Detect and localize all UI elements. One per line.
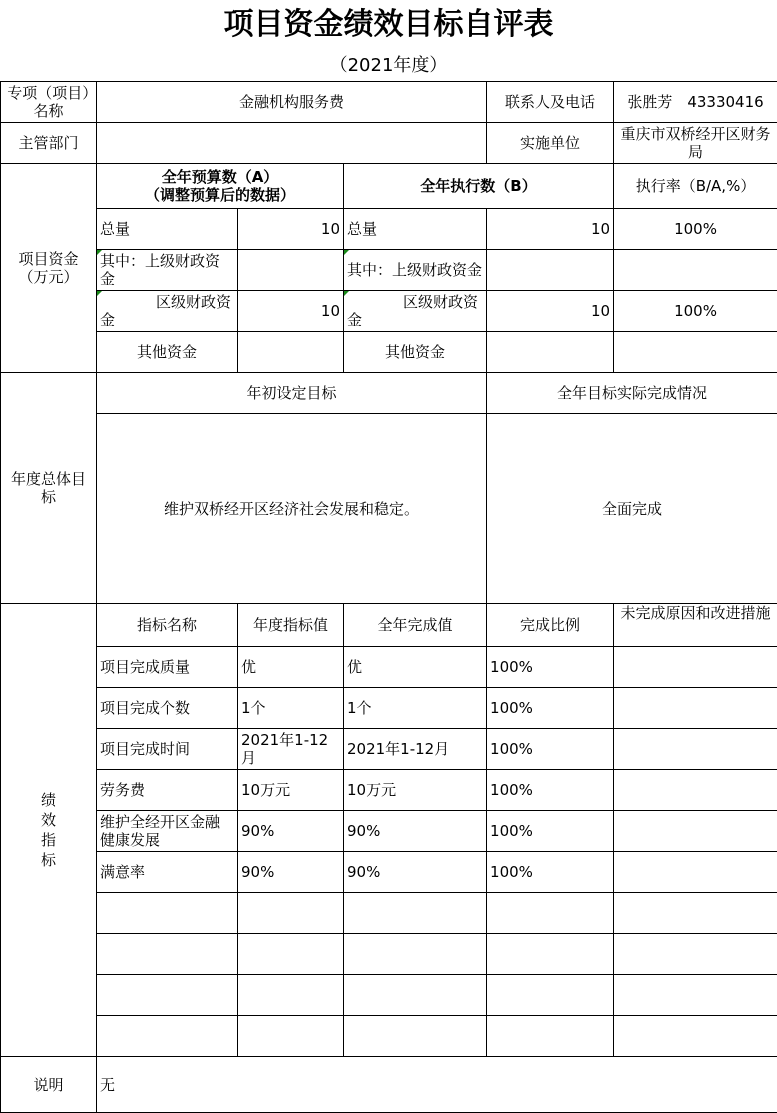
indicator-actual[interactable] <box>344 1016 487 1057</box>
budget-label: 区级财政资金 <box>97 291 238 332</box>
exec-rate[interactable]: 100% <box>614 291 777 332</box>
table-row <box>1 975 777 1016</box>
indicator-target[interactable] <box>238 893 344 934</box>
exec-value[interactable]: 10 <box>487 209 614 250</box>
table-row <box>1 893 777 934</box>
indicator-reason[interactable] <box>614 770 777 811</box>
indicator-actual[interactable]: 10万元 <box>344 770 487 811</box>
impl-label: 实施单位 <box>487 123 614 164</box>
budget-value[interactable]: 10 <box>238 291 344 332</box>
indicators-section-label <box>1 604 97 1057</box>
exec-rate[interactable] <box>614 332 777 373</box>
indicator-header-target: 年度指标值 <box>238 604 344 647</box>
indicator-name[interactable]: 项目完成时间 <box>97 729 238 770</box>
exec-label: 其他资金 <box>344 332 487 373</box>
note-value[interactable]: 无 <box>97 1057 777 1113</box>
budget-value[interactable] <box>238 250 344 291</box>
indicator-ratio[interactable] <box>487 1016 614 1057</box>
indicator-target[interactable]: 2021年1-12月 <box>238 729 344 770</box>
exec-label: 总量 <box>344 209 487 250</box>
indicator-reason[interactable] <box>614 647 777 688</box>
indicator-ratio[interactable] <box>487 975 614 1016</box>
indicator-header-reason: 未完成原因和改进措施 <box>614 604 777 647</box>
indicator-header-name: 指标名称 <box>97 604 238 647</box>
dept-label: 主管部门 <box>1 123 97 164</box>
indicator-target[interactable]: 90% <box>238 852 344 893</box>
page-subtitle: （2021年度） <box>329 55 448 76</box>
indicator-name[interactable]: 满意率 <box>97 852 238 893</box>
indicator-actual[interactable]: 2021年1-12月 <box>344 729 487 770</box>
indicator-header-ratio: 完成比例 <box>487 604 614 647</box>
project-name-value[interactable]: 金融机构服务费 <box>97 82 487 123</box>
exec-header: 全年执行数（B） <box>344 164 614 209</box>
indicators-header-row <box>1 604 777 647</box>
exec-rate[interactable]: 100% <box>614 209 777 250</box>
goals-header-row <box>1 373 777 414</box>
budget-label: 其中：上级财政资金 <box>97 250 238 291</box>
dept-row <box>1 123 777 164</box>
indicator-name[interactable] <box>97 975 238 1016</box>
indicator-target[interactable] <box>238 934 344 975</box>
indicator-ratio[interactable]: 100% <box>487 852 614 893</box>
funds-section-label: 项目资金（万元） <box>1 164 97 373</box>
indicator-reason[interactable] <box>614 688 777 729</box>
dept-value[interactable] <box>97 123 487 164</box>
table-row <box>1 647 777 688</box>
indicator-ratio[interactable]: 100% <box>487 770 614 811</box>
project-row <box>1 82 777 123</box>
indicator-reason[interactable] <box>614 852 777 893</box>
indicator-reason[interactable] <box>614 975 777 1016</box>
indicator-name[interactable] <box>97 1016 238 1057</box>
goals-section-label: 年度总体目标 <box>1 373 97 604</box>
goals-actual-header: 全年目标实际完成情况 <box>487 373 777 414</box>
project-name-label: 专项（项目）名称 <box>1 82 97 123</box>
indicators-section-text: 绩效指标 <box>40 791 56 869</box>
indicator-actual[interactable] <box>344 934 487 975</box>
budget-value[interactable]: 10 <box>238 209 344 250</box>
funds-row <box>1 209 777 250</box>
contact-label: 联系人及电话 <box>487 82 614 123</box>
indicator-name[interactable]: 维护全经开区金融健康发展 <box>97 811 238 852</box>
indicator-name[interactable]: 劳务费 <box>97 770 238 811</box>
indicator-ratio[interactable]: 100% <box>487 647 614 688</box>
exec-label: 区级财政资金 <box>344 291 487 332</box>
indicator-name[interactable]: 项目完成个数 <box>97 688 238 729</box>
indicator-reason[interactable] <box>614 811 777 852</box>
page-title: 项目资金绩效目标自评表 <box>223 7 554 42</box>
table-row <box>1 852 777 893</box>
indicator-ratio[interactable] <box>487 934 614 975</box>
indicator-actual[interactable]: 90% <box>344 852 487 893</box>
indicator-actual[interactable]: 90% <box>344 811 487 852</box>
evaluation-table <box>0 81 777 1113</box>
indicator-actual[interactable]: 1个 <box>344 688 487 729</box>
rate-header: 执行率（B/A,%） <box>614 164 777 209</box>
budget-label: 其他资金 <box>97 332 238 373</box>
table-row <box>1 811 777 852</box>
exec-value[interactable]: 10 <box>487 291 614 332</box>
indicator-target[interactable] <box>238 1016 344 1057</box>
budget-value[interactable] <box>238 332 344 373</box>
indicator-name[interactable]: 项目完成质量 <box>97 647 238 688</box>
indicator-reason[interactable] <box>614 934 777 975</box>
table-row <box>1 770 777 811</box>
exec-rate[interactable] <box>614 250 777 291</box>
indicator-target[interactable]: 优 <box>238 647 344 688</box>
contact-value[interactable]: 张胜芳 43330416 <box>614 82 777 123</box>
exec-value[interactable] <box>487 332 614 373</box>
budget-header: 全年预算数（A） （调整预算后的数据） <box>97 164 344 209</box>
impl-value[interactable]: 重庆市双桥经开区财务局 <box>614 123 777 164</box>
funds-row <box>1 250 777 291</box>
indicator-target[interactable]: 90% <box>238 811 344 852</box>
indicator-header-actual: 全年完成值 <box>344 604 487 647</box>
indicator-ratio[interactable]: 100% <box>487 811 614 852</box>
funds-row <box>1 332 777 373</box>
funds-row <box>1 291 777 332</box>
table-row <box>1 688 777 729</box>
exec-label: 其中：上级财政资金 <box>344 250 487 291</box>
indicator-target[interactable] <box>238 975 344 1016</box>
goals-actual-value[interactable]: 全面完成 <box>487 414 777 604</box>
indicator-reason[interactable] <box>614 893 777 934</box>
note-label: 说明 <box>1 1057 97 1113</box>
budget-label: 总量 <box>97 209 238 250</box>
indicator-reason[interactable] <box>614 729 777 770</box>
indicator-target[interactable]: 10万元 <box>238 770 344 811</box>
indicator-actual[interactable] <box>344 975 487 1016</box>
indicator-reason[interactable] <box>614 1016 777 1057</box>
indicator-ratio[interactable]: 100% <box>487 688 614 729</box>
indicator-name[interactable] <box>97 934 238 975</box>
indicator-actual[interactable] <box>344 893 487 934</box>
goals-set-header: 年初设定目标 <box>97 373 487 414</box>
table-row <box>1 729 777 770</box>
note-row <box>1 1057 777 1113</box>
table-row <box>1 1016 777 1057</box>
goals-row <box>1 414 777 604</box>
indicator-ratio[interactable]: 100% <box>487 729 614 770</box>
indicator-name[interactable] <box>97 893 238 934</box>
indicator-actual[interactable]: 优 <box>344 647 487 688</box>
indicator-target[interactable]: 1个 <box>238 688 344 729</box>
goals-set-value[interactable]: 维护双桥经开区经济社会发展和稳定。 <box>97 414 487 604</box>
indicator-ratio[interactable] <box>487 893 614 934</box>
table-row <box>1 934 777 975</box>
exec-value[interactable] <box>487 250 614 291</box>
funds-header-row <box>1 164 777 209</box>
